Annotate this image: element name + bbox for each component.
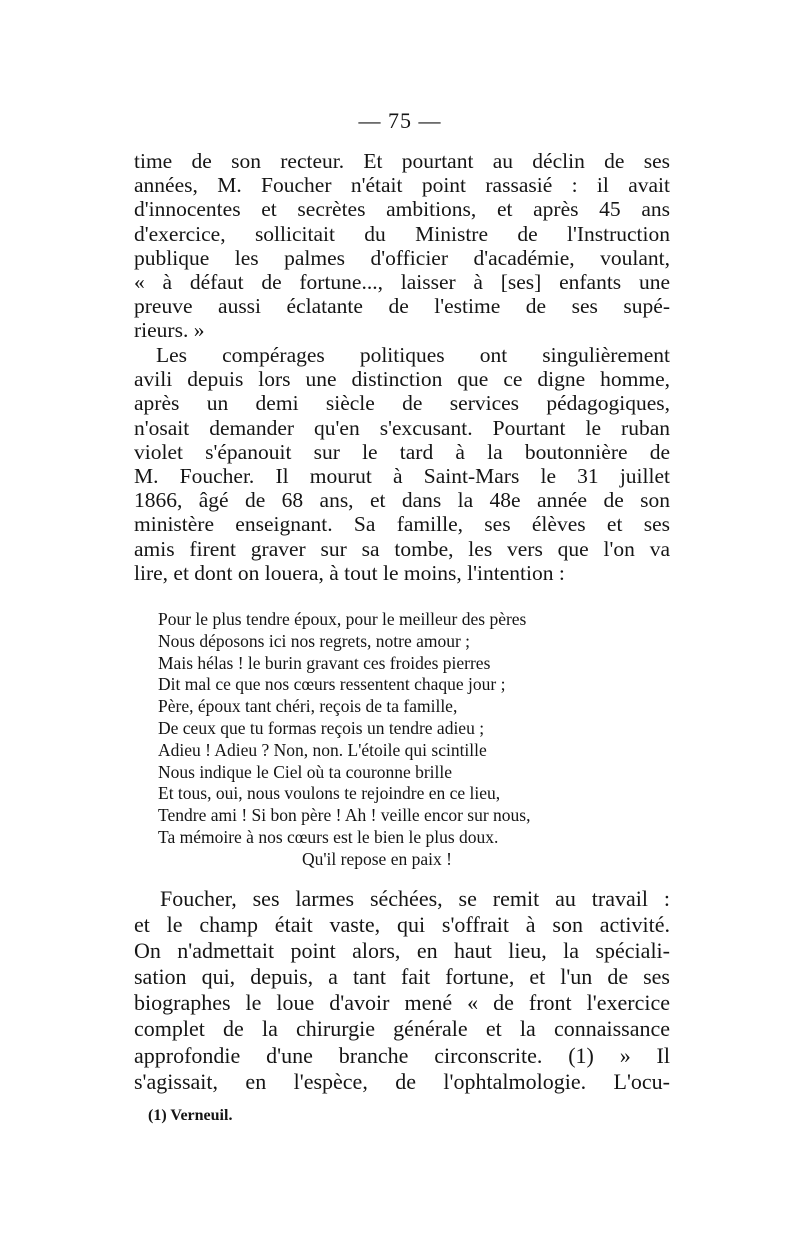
text-line: n'osait demander qu'en s'excusant. Pourtant le ruban xyxy=(134,415,670,440)
epitaph-poem xyxy=(158,609,628,871)
poem-line: Dit mal ce que nos cœurs ressentent chaque jour ; xyxy=(158,674,506,695)
poem-line: Ta mémoire à nos cœurs est le bien le plus doux. xyxy=(158,826,499,847)
poem-line: Nous déposons ici nos regrets, notre amour ; xyxy=(158,630,471,651)
text-line: publique les palmes d'officier d'académie, voulant, xyxy=(134,245,670,270)
poem-line: Et tous, oui, nous voulons te rejoindre en ce lieu, xyxy=(158,783,501,804)
text-line: time de son recteur. Et pourtant au déclin de ses xyxy=(134,149,670,173)
text-line: violet s'épanouit sur le tard à la boutonnière de xyxy=(134,439,670,464)
text-line: « à défaut de fortune..., laisser à [ses] enfants une xyxy=(134,270,670,295)
text-line: 1866, âgé de 68 ans, et dans la 48e année de son xyxy=(134,488,670,513)
text-line: Les compérages politiques ont singulièrement xyxy=(156,343,670,367)
text-line: s'agissait, en l'espèce, de l'ophtalmologie. L'ocu- xyxy=(134,1068,670,1094)
poem-line: Pour le plus tendre époux, pour le meilleur des pères xyxy=(158,609,527,629)
poem-line: Adieu ! Adieu ? Non, non. L'étoile qui scintille xyxy=(158,739,487,760)
text-line: ministère enseignant. Sa famille, ses élèves et ses xyxy=(134,512,670,537)
paragraph-3 xyxy=(134,886,670,1095)
page-number: — 75 — xyxy=(358,108,442,133)
text-line: On n'admettait point alors, en haut lieu, la spéciali- xyxy=(134,938,670,964)
text-line: Foucher, ses larmes séchées, se remit au travail : xyxy=(160,886,670,911)
text-line: après un demi siècle de services pédagogiques, xyxy=(134,391,670,416)
text-line: rieurs. » xyxy=(134,318,205,343)
text-line: d'innocentes et secrètes ambitions, et après 45 ans xyxy=(134,197,670,222)
footnote: (1) Verneuil. xyxy=(148,1107,233,1124)
paragraph-1 xyxy=(134,149,670,343)
text-line: lire, et dont on louera, à tout le moins, l'intention : xyxy=(134,560,565,585)
text-line: complet de la chirurgie générale et la connaissance xyxy=(134,1016,670,1042)
text-line: amis firent graver sur sa tombe, les vers que l'on va xyxy=(134,536,670,561)
paragraph-2 xyxy=(134,343,670,585)
text-line: d'exercice, sollicitait du Ministre de l'Instruction xyxy=(134,221,670,246)
text-line: sation qui, depuis, a tant fait fortune, et l'un de ses xyxy=(134,964,670,990)
poem-line: Tendre ami ! Si bon père ! Ah ! veille encor sur nous, xyxy=(158,805,531,826)
poem-line: Mais hélas ! le burin gravant ces froides pierres xyxy=(158,652,491,673)
text-line: et le champ était vaste, qui s'offrait à son activité. xyxy=(134,912,670,938)
text-line: M. Foucher. Il mourut à Saint-Mars le 31 juillet xyxy=(134,464,670,489)
text-line: années, M. Foucher n'était point rassasié : il avait xyxy=(134,173,670,198)
text-line: approfondie d'une branche circonscrite. (1) » Il xyxy=(134,1042,670,1068)
poem-line: Nous indique le Ciel où ta couronne brille xyxy=(158,761,453,782)
text-line: avili depuis lors une distinction que ce digne homme, xyxy=(134,367,670,392)
poem-line: Père, époux tant chéri, reçois de ta famille, xyxy=(158,696,458,717)
poem-closing-line: Qu'il repose en paix ! xyxy=(302,848,452,869)
poem-line: De ceux que tu formas reçois un tendre adieu ; xyxy=(158,717,485,738)
text-line: preuve aussi éclatante de l'estime de ses supé- xyxy=(134,294,670,319)
text-line: biographes le loue d'avoir mené « de front l'exercice xyxy=(134,990,670,1016)
